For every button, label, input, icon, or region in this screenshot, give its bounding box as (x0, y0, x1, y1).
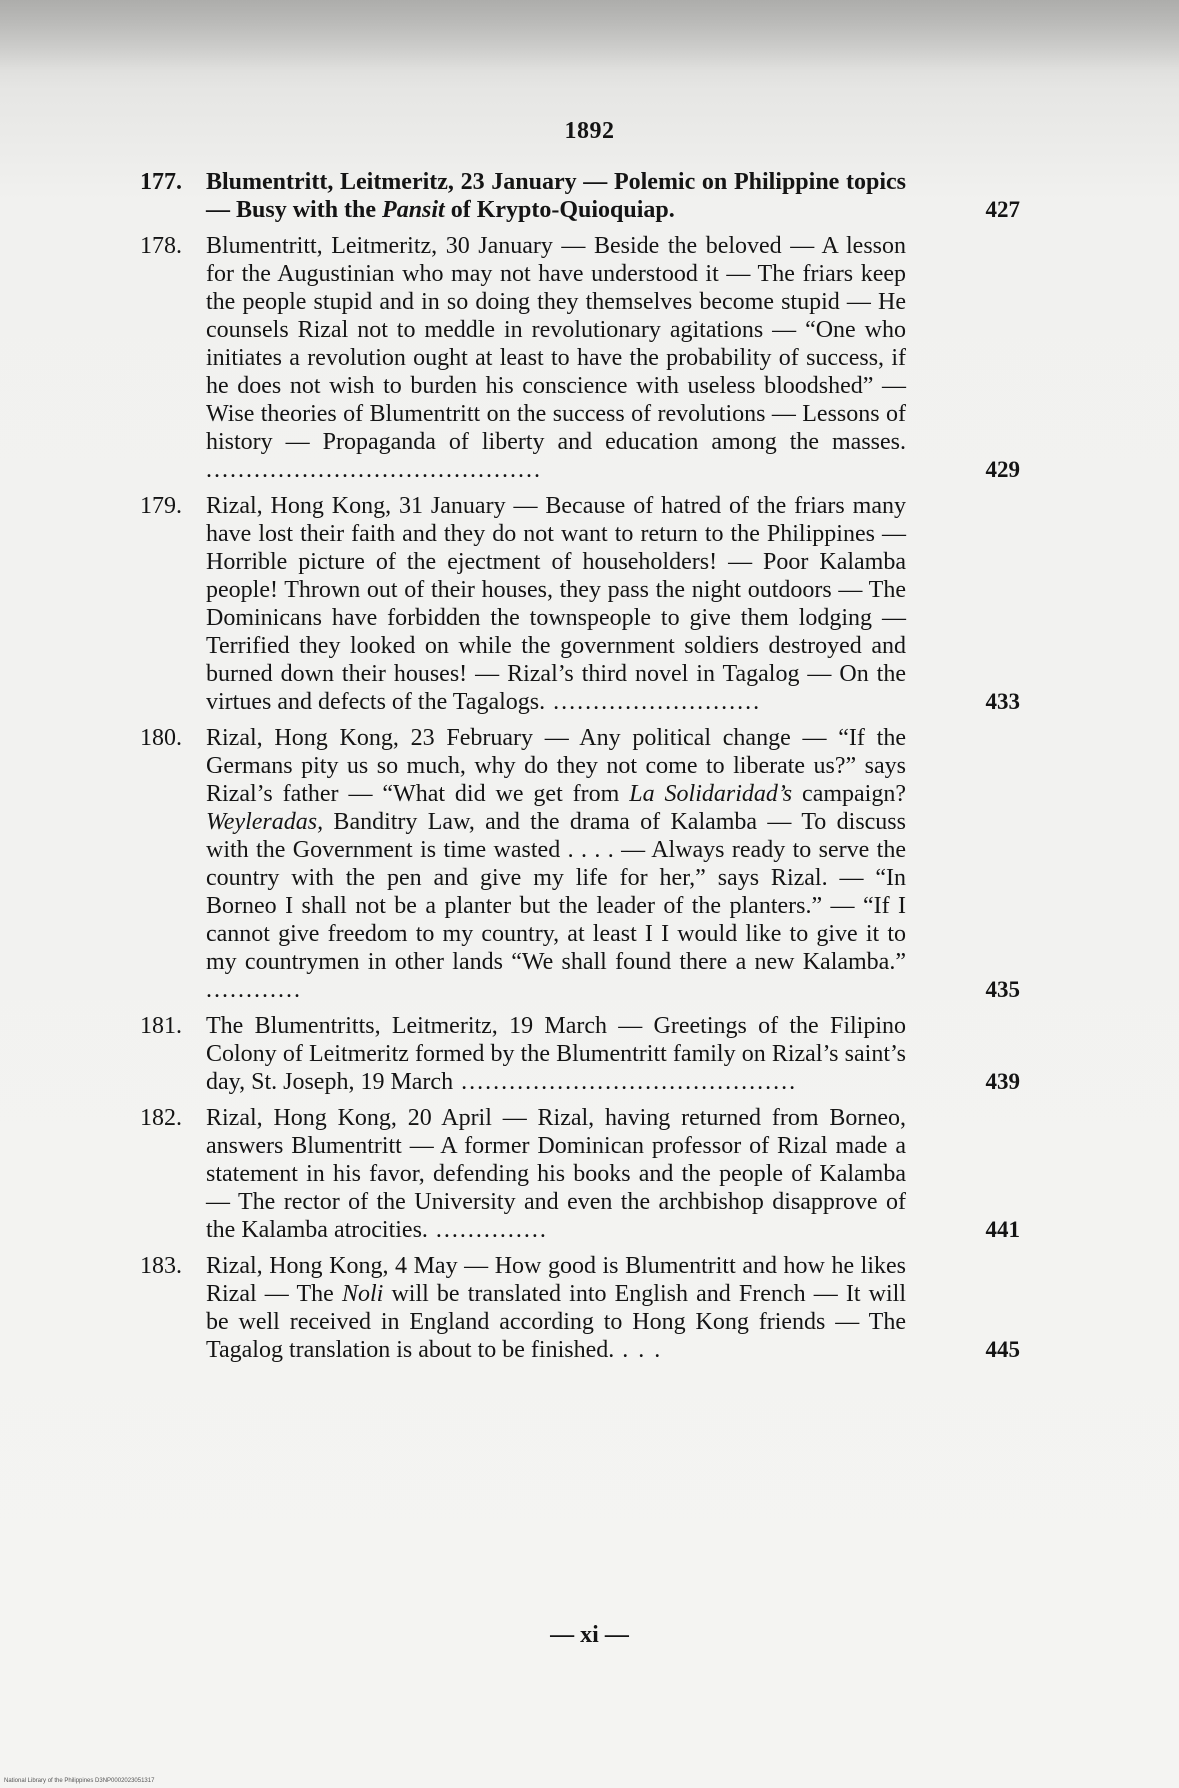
entry-description (206, 1104, 906, 1244)
leader-dots: .......................................... (453, 1069, 798, 1095)
entry-italic-text: Noli (341, 1281, 384, 1307)
leader-dots: .............. (427, 1217, 548, 1243)
entry-number: 182. (140, 1105, 182, 1131)
entry-description (206, 232, 906, 484)
entry-page-number: 435 (985, 977, 1020, 1002)
entry-page-number: 427 (985, 197, 1020, 222)
entry-number: 180. (140, 725, 182, 751)
leader-dots: ............ (206, 977, 302, 1003)
leader-dots: .......................................... (206, 457, 542, 483)
entry-description (206, 492, 906, 716)
entry-number: 179. (140, 493, 182, 519)
entry-italic-text: La Solidaridad’s (629, 781, 793, 807)
entry-text: Blumentritt, Leitmeritz, 23 January — Polemic on Philippine topics — Busy with the (206, 169, 906, 223)
entry-text: of Krypto-Quioquiap. (444, 197, 675, 223)
page-folio: — xi — (550, 1622, 629, 1648)
entry-italic-text: Weyleradas, (206, 809, 324, 835)
entry-description (206, 1012, 906, 1096)
entry-text: Rizal, Hong Kong, 31 January — Because of hatred of the friars many have lost their faith and they do not want to return to the Philippines — Horrible picture of the ejectment of householders! — Poor Kalamba people! Thrown out of their houses, they pass the night outdoors — The Dominicans have forbidden the townspeople to give them lodging — Terrified they looked on while the government soldiers destroyed and burned down their houses! — Rizal’s third novel in Tagalog — On the virtues and defects of the Tagalogs. (206, 493, 906, 715)
entry-text: Banditry Law, and the drama of Kalamba — To discuss with the Government is time wasted . . . . — Always ready to serve the country with the pen and give my life for her,” says Rizal. — “In Borneo I shall not be a planter but the leader of the planters.” — “If I cannot give freedom to my country, at least I I would like to give it to my countrymen in other lands “We shall found there a new Kalamba.” (206, 809, 906, 975)
entry-page-number: 445 (985, 1337, 1020, 1362)
leader-dots: . . . (614, 1337, 663, 1363)
toc-entry (140, 1252, 1020, 1364)
entry-page-number: 441 (985, 1217, 1020, 1242)
entry-number: 183. (140, 1253, 182, 1279)
toc-entry (140, 724, 1020, 1004)
entry-text: Blumentritt, Leitmeritz, 30 January — Beside the beloved — A lesson for the Augustinian who may not have understood it — The friars keep the people stupid and in so doing they themselves become stupid — He counsels Rizal not to meddle in revolutionary agitations — “One who initiates a revolution ought at least to have the probability of success, if he does not wish to burden his conscience with useless bloodshed” — Wise theories of Blumentritt on the success of revolutions — Lessons of history — Propaganda of liberty and education among the masses. (206, 233, 906, 455)
entry-page-number: 429 (985, 457, 1020, 482)
leader-dots: .......................... (545, 689, 762, 715)
scan-footer: National Library of the Philippines D3NP0002023051317 (4, 1778, 155, 1784)
entry-description (206, 1252, 906, 1364)
page-shadow (0, 0, 1179, 70)
entry-page-number: 433 (985, 689, 1020, 714)
toc-entry (140, 1104, 1020, 1244)
entry-page-number: 439 (985, 1069, 1020, 1094)
toc-entry (140, 1012, 1020, 1096)
entry-number: 178. (140, 233, 182, 259)
entry-description (206, 168, 906, 224)
entry-text: will be translated into English and French — It will be well received in England according to Hong Kong friends — The Tagalog translation is about to be finished. (206, 1281, 907, 1363)
entry-number: 181. (140, 1013, 182, 1039)
entry-text: campaign? (792, 781, 906, 807)
toc-entry (140, 168, 1020, 224)
entry-italic-text: Pansit (382, 197, 445, 223)
entry-text: Rizal, Hong Kong, 23 February — Any political change — “If the Germans pity us so much, why do they not come to liberate us?” says Rizal’s father — “What did we get from (206, 725, 906, 807)
entry-text: The Blumentritts, Leitmeritz, 19 March — Greetings of the Filipino Colony of Leitmeritz formed by the Blumentritt family on Rizal’s saint’s day, St. Joseph, 19 March (206, 1013, 906, 1095)
toc-entry (140, 232, 1020, 484)
entry-text: Rizal, Hong Kong, 4 May — How good is Blumentritt and how he likes Rizal — The (206, 1253, 906, 1307)
entry-text: Rizal, Hong Kong, 20 April — Rizal, having returned from Borneo, answers Blumentritt — A former Dominican professor of Rizal made a statement in his favor, defending his books and the people of Kalamba — The rector of the University and even the archbishop disapprove of the Kalamba atrocities. (206, 1105, 906, 1243)
toc-entry (140, 492, 1020, 716)
section-year-heading: 1892 (564, 118, 615, 144)
entry-description (206, 724, 906, 1004)
entry-number: 177. (140, 169, 182, 195)
table-of-contents (140, 168, 1020, 1372)
